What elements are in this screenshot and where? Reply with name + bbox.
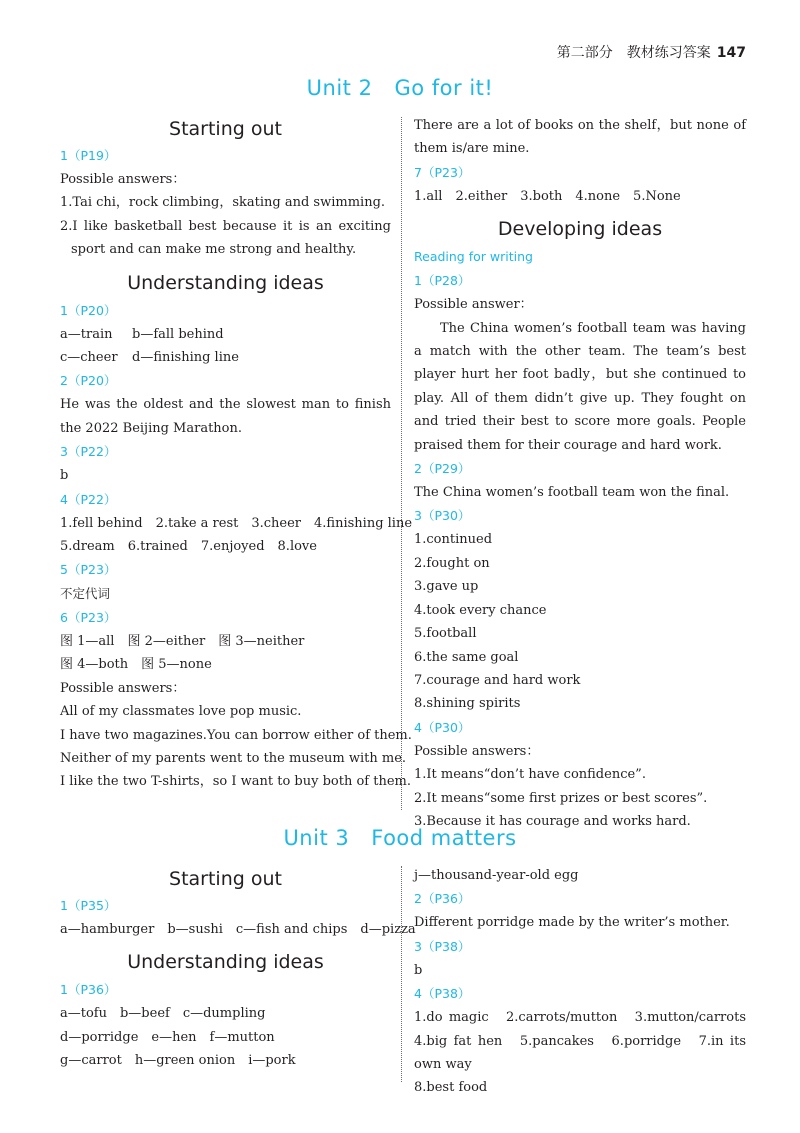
answer-line <box>60 323 391 346</box>
exercise-tag: 5（P23） <box>60 562 117 578</box>
answer-line: 2.I like basketball best because it is an exciting sport and can make me strong and healthy. <box>60 218 391 258</box>
match-item: a—train <box>60 326 113 342</box>
list-item: 2.fought on <box>414 555 490 571</box>
unit-2-name: Go for it! <box>394 76 494 100</box>
exercise-tag: 3（P38） <box>414 938 471 954</box>
answer-line: a—hamburger b—sushi c—fish and chips d—pizza <box>60 922 416 937</box>
section-heading: Understanding ideas <box>127 271 324 294</box>
answer-line: The China women’s football team won the final. <box>414 485 730 501</box>
list-item: 4.took every chance <box>414 602 547 618</box>
exercise-tag: 1（P35） <box>60 898 117 913</box>
exercise-tag: 6（P23） <box>60 609 117 625</box>
answer-line: Possible answers： <box>60 172 186 187</box>
answer-line: g—carrot h—green onion i—pork <box>60 1053 296 1069</box>
answer-line: 1.It means“don’t have confidence”. <box>414 767 646 783</box>
exercise-tag: 4（P38） <box>414 986 471 1002</box>
answer-line: I like the two T-shirts，so I want to buy both of them. <box>60 774 411 790</box>
match-item: d—finishing line <box>132 350 239 366</box>
section-heading: Starting out <box>169 118 282 140</box>
answer-line: 1.Tai chi，rock climbing，skating and swimming. <box>60 195 386 211</box>
match-item: c—cheer <box>60 350 118 366</box>
answer-line: b <box>60 468 69 484</box>
unit-2-number: Unit 2 <box>306 76 373 100</box>
unit-3-right-column <box>414 864 760 1100</box>
answer-paragraph: The China women’s football team was having a match with the other team. The team’s best player hurt her foot badly，but she continued to play. All of them didn’t give up. They fought on and tried their best to score more goals. People praised them for their courage and hard work. <box>414 320 746 453</box>
exercise-tag: 4（P22） <box>60 491 117 507</box>
unit-2-title <box>0 76 800 100</box>
answer-line: 1.all 2.either 3.both 4.none 5.None <box>414 188 681 204</box>
column-divider <box>401 866 402 1082</box>
answer-line: All of my classmates love pop music. <box>60 704 302 720</box>
answer-line: I have two magazines.You can borrow either of them. <box>60 727 412 743</box>
exercise-tag: 1（P28） <box>414 273 471 289</box>
answer-paragraph: There are a lot of books on the shelf，but none of them is/are mine. <box>414 118 746 157</box>
section-heading: Starting out <box>169 868 282 890</box>
exercise-tag: 2（P36） <box>414 891 471 907</box>
answer-line: 2.It means“some first prizes or best scores”. <box>414 790 708 806</box>
match-item: b—fall behind <box>132 326 224 342</box>
answer-line: b <box>414 962 423 978</box>
exercise-tag: 2（P20） <box>60 373 117 389</box>
exercise-tag: 4（P30） <box>414 719 471 735</box>
list-item: 3.gave up <box>414 579 479 595</box>
answer-line: 8.best food <box>414 1080 488 1096</box>
unit-2-left-column <box>60 114 413 794</box>
answer-line: Neither of my parents went to the museum with me. <box>60 750 407 766</box>
running-head <box>557 42 746 62</box>
list-item: 8.shining spirits <box>414 696 521 712</box>
answer-line: a—tofu b—beef c—dumpling <box>60 1006 266 1022</box>
answer-paragraph: He was the oldest and the slowest man to finish the 2022 Beijing Marathon. <box>60 397 391 436</box>
subsection-heading: Reading for writing <box>414 249 533 265</box>
answer-paragraph: 1.do magic 2.carrots/mutton 3.mutton/carrots 4.big fat hen 5.pancakes 6.porridge 7.in its own way <box>414 1010 760 1073</box>
unit-3-name: Food matters <box>371 826 517 850</box>
exercise-tag: 1（P19） <box>60 148 117 163</box>
page-number: 147 <box>716 45 746 61</box>
answer-line: Possible answers： <box>60 680 186 696</box>
section-heading: Understanding ideas <box>127 951 324 974</box>
exercise-tag: 7（P23） <box>414 164 471 180</box>
answer-line: Possible answers： <box>414 743 540 759</box>
list-item: 5.football <box>414 626 477 642</box>
unit-3-number: Unit 3 <box>283 826 350 850</box>
answer-line: 1.fell behind 2.take a rest 3.cheer 4.finishing line <box>60 515 413 531</box>
exercise-tag: 1（P36） <box>60 982 117 998</box>
list-item: 6.the same goal <box>414 649 519 665</box>
answer-line: 图 4—both 图 5—none <box>60 657 212 673</box>
exercise-tag: 2（P29） <box>414 461 471 477</box>
unit-2-right-column <box>414 114 746 833</box>
exercise-tag: 3（P30） <box>414 508 471 524</box>
unit-3-title <box>0 826 800 850</box>
list-item: 1.continued <box>414 532 493 548</box>
section-heading: Developing ideas <box>497 218 663 241</box>
column-divider <box>401 117 402 810</box>
exercise-tag: 1（P20） <box>60 302 117 318</box>
answer-line: Different porridge made by the writer’s mother. <box>414 915 730 931</box>
answer-line: Possible answer： <box>414 297 533 313</box>
answer-line <box>60 346 391 369</box>
list-item: 7.courage and hard work <box>414 672 581 688</box>
section-label: 第二部分 教材练习答案 <box>556 45 711 61</box>
answer-line: 3.Because it has courage and works hard. <box>414 813 691 829</box>
answer-line: 图 1—all 图 2—either 图 3—neither <box>60 633 305 649</box>
unit-3-left-column <box>60 864 416 1073</box>
exercise-tag: 3（P22） <box>60 444 117 460</box>
answer-line: d—porridge e—hen f—mutton <box>60 1029 275 1045</box>
answer-line: j—thousand-year-old egg <box>414 868 579 883</box>
answer-line: 5.dream 6.trained 7.enjoyed 8.love <box>60 539 317 555</box>
answer-line: 不定代词 <box>60 586 111 602</box>
